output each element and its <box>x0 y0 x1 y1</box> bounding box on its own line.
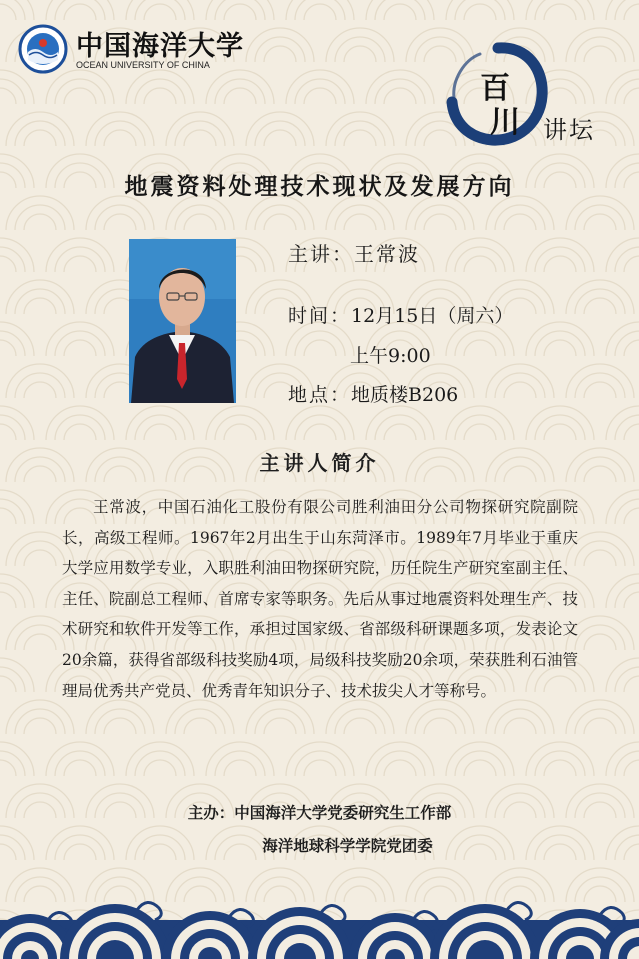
speaker-label: 主讲： <box>288 242 354 266</box>
event-date: 12月15日（周六） <box>351 305 514 327</box>
speaker-name: 王常波 <box>354 242 420 266</box>
forum-brush-circle-icon <box>440 40 550 150</box>
bio-text: 王常波，中国石油化工股份有限公司胜利油田分公司物探研究院副院长，高级工程师。1967年2月出生于山东菏泽市。1989年7月毕业于重庆大学应用数学专业，入职胜利油田物探研究院，历任院生产研究室副主任、主任、院副总工程师、首席专家等职务。先后从事过地震资料处理生产、技术研究和软件开发等工作，承担过国家级、省部级科研课题多项，发表论文20余篇，获得省部级科技奖励4项，局级科技奖励20余项，荣获胜利石油管理局优秀共产党员、优秀青年知识分子、技术拔尖人才等称号。 <box>62 498 578 700</box>
university-seal-icon <box>18 24 68 74</box>
bottom-wave-decoration <box>0 850 639 959</box>
forum-mark-char-1: 百 <box>480 71 510 106</box>
time-label: 时间： <box>288 305 352 327</box>
location-row <box>288 380 458 407</box>
location-label: 地点： <box>288 384 352 406</box>
university-name-en: OCEAN UNIVERSITY OF CHINA <box>76 60 210 70</box>
forum-label: 讲坛 <box>543 116 595 144</box>
event-time: 上午9:00 <box>350 345 431 367</box>
speaker-row <box>288 238 420 267</box>
university-name-cn: 中国海洋大学 <box>76 31 244 62</box>
organizer-line-1: 主办：中国海洋大学党委研究生工作部 <box>187 804 452 822</box>
event-location: 地质楼B206 <box>351 384 459 406</box>
forum-logo <box>440 40 615 150</box>
organizer-line-2: 海洋地球科学学院党团委 <box>262 837 433 855</box>
forum-mark-char-2: 川 <box>490 105 520 140</box>
speaker-photo <box>129 239 236 403</box>
time-row <box>288 301 513 328</box>
lecture-title: 地震资料处理技术现状及发展方向 <box>124 173 515 200</box>
university-logo <box>18 22 244 76</box>
bio-heading: 主讲人简介 <box>259 451 380 475</box>
